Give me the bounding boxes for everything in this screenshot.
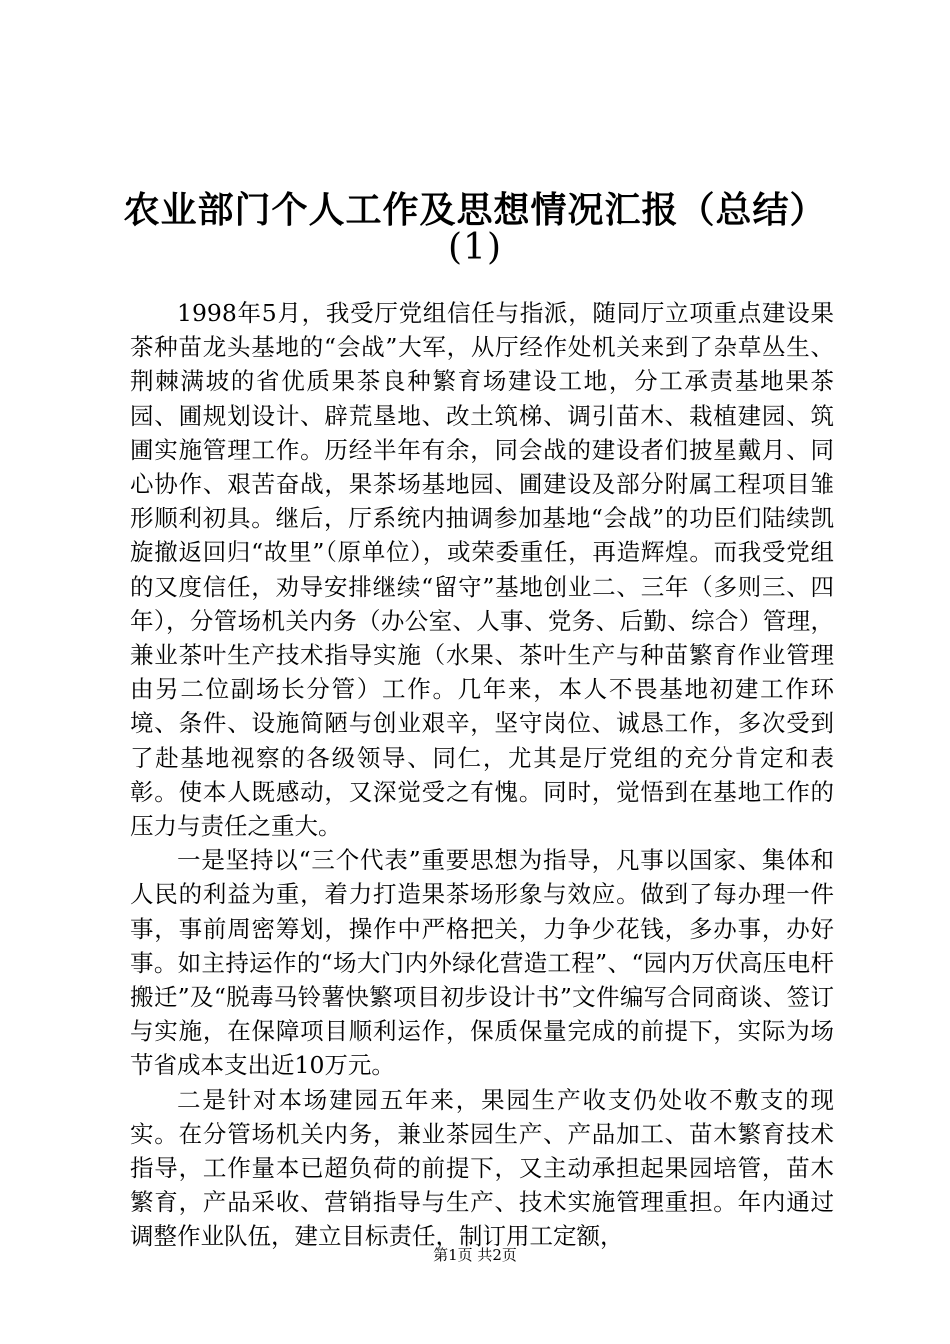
- paragraph: 一是坚持以“三个代表”重要思想为指导，凡事以国家、集体和人民的利益为重，着力打造果茶场形象与效应。做到了每办理一件事，事前周密筹划，操作中严格把关，力争少花钱，多办事，办好事。如主持运作的“场大门内外绿化营造工程”、“园内万伏高压电杆搬迁”及“脱毒马铃薯快繁项目初步设计书”文件编写合同商谈、签订与实施，在保障项目顺利运作，保质保量完成的前提下，实际为场节省成本支出近10万元。: [130, 846, 834, 1080]
- document-body: [130, 296, 834, 1254]
- paragraph: 二是针对本场建园五年来，果园生产收支仍处收不敷支的现实。在分管场机关内务，兼业茶园生产、产品加工、苗木繁育技术指导，工作量本已超负荷的前提下，又主动承担起果园培管，苗木繁育，产品采收、营销指导与生产、技术实施管理重担。年内通过调整作业队伍，建立目标责任，制订用工定额，: [130, 1085, 834, 1251]
- document-title-number: (1): [448, 227, 502, 268]
- paragraph: 1998年5月，我受厅党组信任与指派，随同厅立项重点建设果茶种苗龙头基地的“会战”大军，从厅经作处机关来到了杂草丛生、荆棘满坡的省优质果茶良种繁育场建设工地，分工承责基地果茶园、圃规划设计、辟荒垦地、改土筑梯、调引苗木、栽植建园、筑圃实施管理工作。历经半年有余，同会战的建设者们披星戴月、同心协作、艰苦奋战，果茶场基地园、圃建设及部分附属工程项目雏形顺利初具。继后，厅系统内抽调参加基地“会战”的功臣们陆续凯旋撤返回归“故里”（原单位），或荣委重任，再造辉煌。而我受党组的又度信任，劝导安排继续“留守”基地创业二、三年（多则三、四年），分管场机关内务（办公室、人事、党务、后勤、综合）管理，兼业茶叶生产技术指导实施（水果、茶叶生产与种苗繁育作业管理由另二位副场长分管）工作。几年来，本人不畏基地初建工作环境、条件、设施简陋与创业艰辛，坚守岗位、诚恳工作，多次受到了赴基地视察的各级领导、同仁，尤其是厅党组的充分肯定和表彰。使本人既感动，又深觉受之有愧。同时，觉悟到在基地工作的压力与责任之重大。: [130, 299, 834, 841]
- page-footer: 第1页 共2页: [433, 1246, 517, 1264]
- document-title: 农业部门个人工作及思想情况汇报（总结）: [123, 189, 827, 231]
